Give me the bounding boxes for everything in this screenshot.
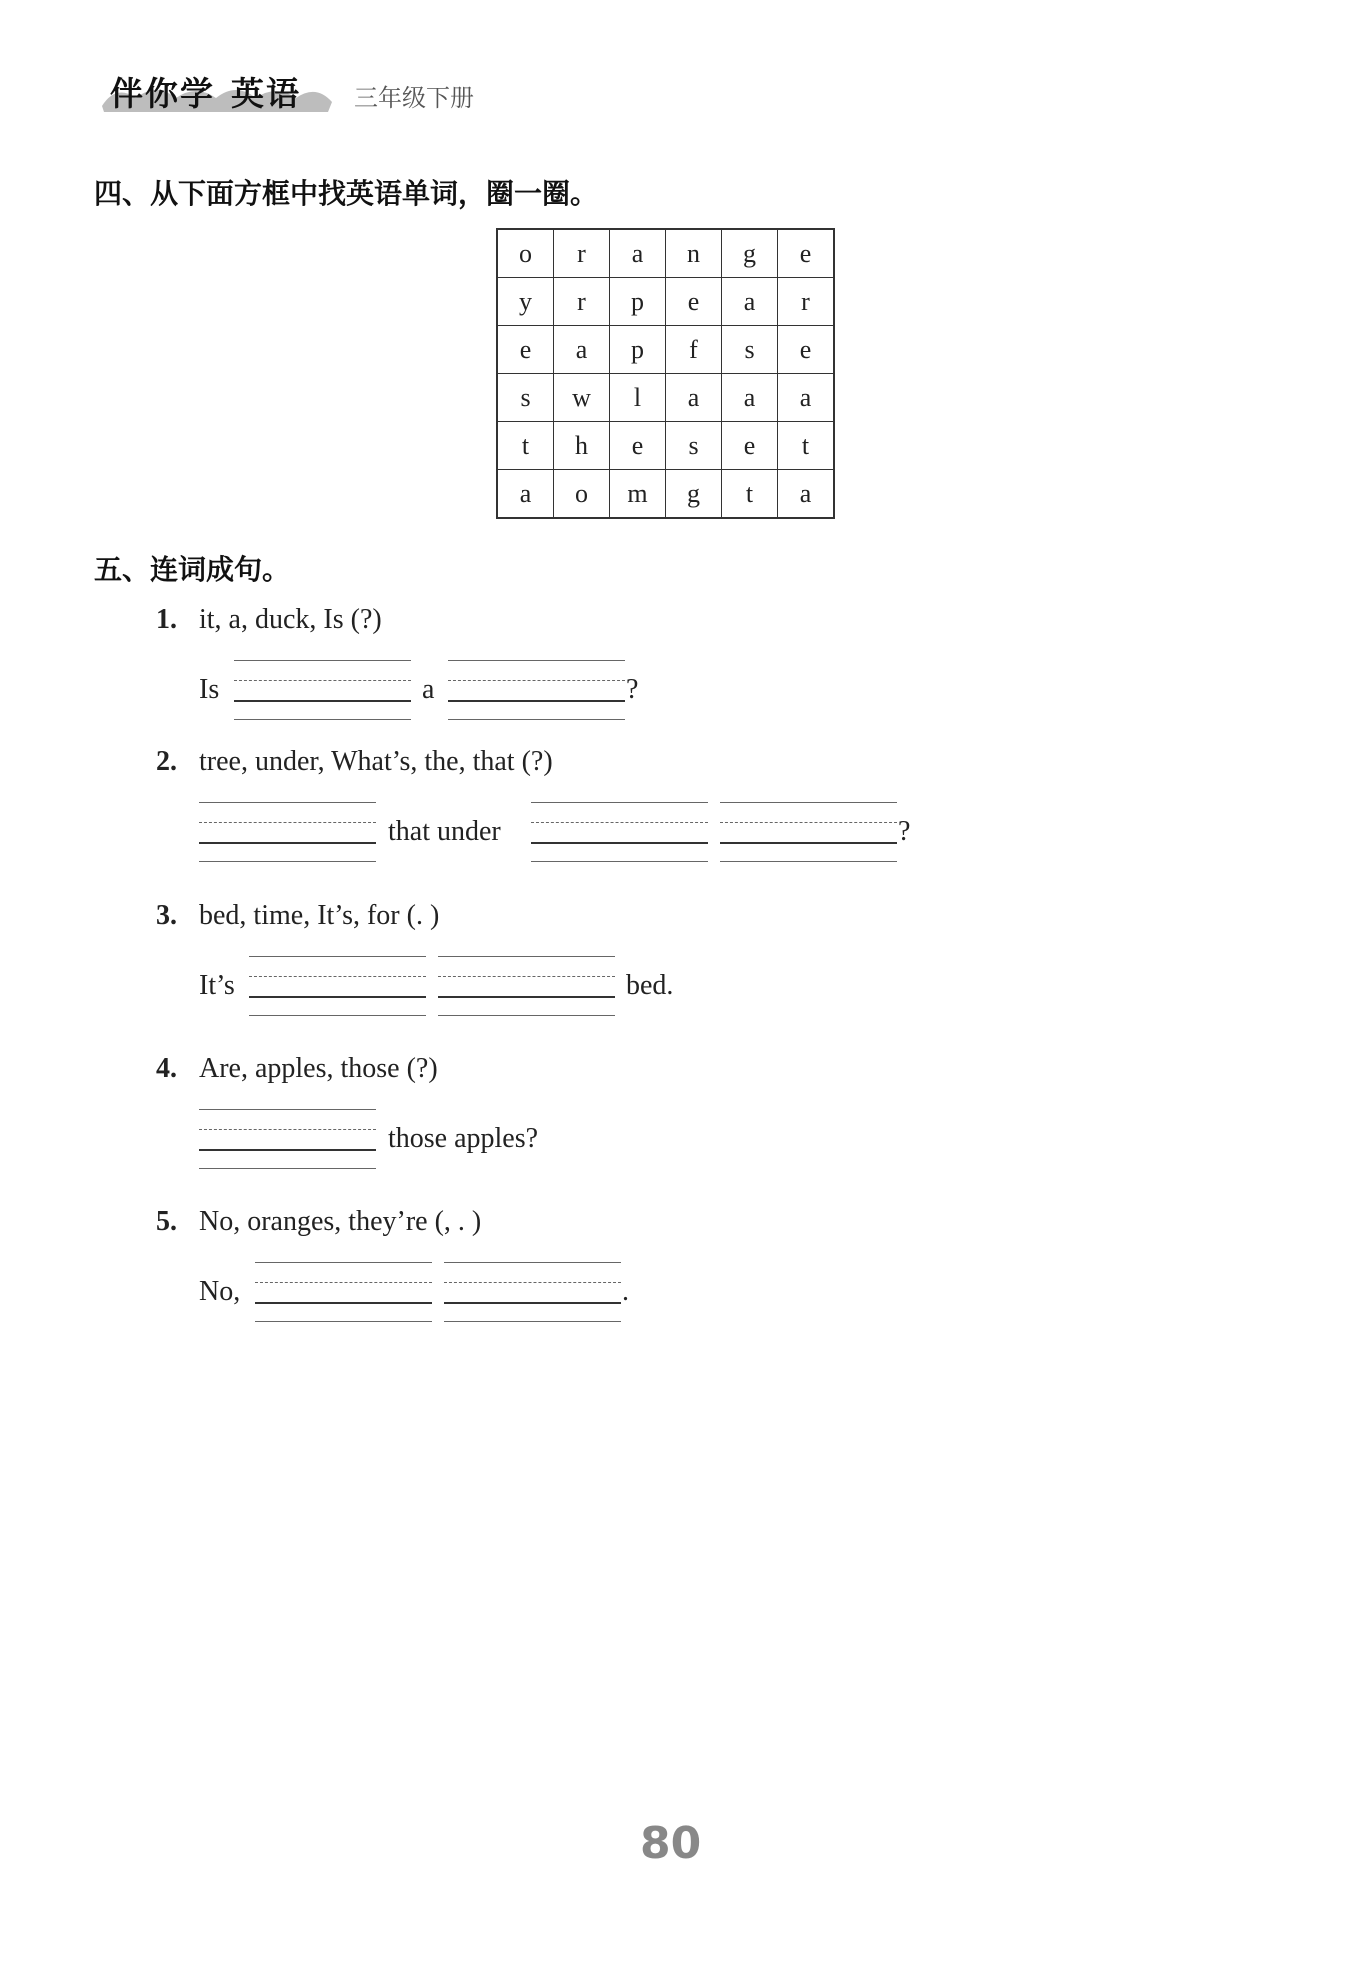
question-5-words: No, oranges, they’re (, . ) — [199, 1206, 482, 1237]
q5-blank-2[interactable] — [444, 1262, 621, 1322]
section-4-title: 四、从下面方框中找英语单词，圈一圈。 — [94, 177, 599, 210]
grid-cell[interactable]: t — [497, 422, 554, 470]
book-title-part1: 伴你学 — [110, 74, 215, 113]
question-2-number: 2. — [156, 746, 177, 777]
q2-blank-2[interactable] — [531, 802, 708, 862]
grid-cell[interactable]: s — [497, 374, 554, 422]
grid-cell[interactable]: p — [610, 326, 666, 374]
question-4-words: Are, apples, those (?) — [199, 1053, 438, 1084]
grid-cell[interactable]: w — [554, 374, 610, 422]
grid-cell[interactable]: l — [610, 374, 666, 422]
grid-cell[interactable]: r — [778, 278, 835, 326]
grid-row — [497, 229, 834, 278]
question-5-number: 5. — [156, 1206, 177, 1237]
grid-cell[interactable]: o — [554, 470, 610, 519]
grid-cell[interactable]: a — [610, 229, 666, 278]
q1-blank-2[interactable] — [448, 660, 625, 720]
grid-cell[interactable]: a — [666, 374, 722, 422]
q1-text-question-mark: ? — [626, 674, 639, 705]
q2-blank-3[interactable] — [720, 802, 897, 862]
question-1-words: it, a, duck, Is (?) — [199, 604, 382, 635]
book-subtitle: 三年级下册 — [354, 84, 474, 112]
page-number: 80 — [640, 1818, 702, 1869]
grid-row — [497, 422, 834, 470]
grid-row — [497, 326, 834, 374]
book-title-part2: 英语 — [231, 74, 301, 113]
grid-row — [497, 278, 834, 326]
grid-cell[interactable]: e — [666, 278, 722, 326]
grid-cell[interactable]: h — [554, 422, 610, 470]
q1-blank-1[interactable] — [234, 660, 411, 720]
grid-cell[interactable]: m — [610, 470, 666, 519]
grid-cell[interactable]: a — [778, 470, 835, 519]
q2-blank-1[interactable] — [199, 802, 376, 862]
question-2-words: tree, under, What’s, the, that (?) — [199, 746, 553, 777]
q1-text-is: Is — [199, 674, 220, 705]
grid-cell[interactable]: a — [497, 470, 554, 519]
grid-cell[interactable]: e — [778, 326, 835, 374]
grid-row — [497, 470, 834, 519]
grid-row — [497, 374, 834, 422]
q5-text-no: No, — [199, 1276, 241, 1307]
q1-text-a: a — [422, 674, 435, 705]
q4-text-those-apples: those apples? — [388, 1123, 539, 1154]
grid-cell[interactable]: a — [554, 326, 610, 374]
grid-cell[interactable]: t — [722, 470, 778, 519]
q5-text-period: . — [622, 1276, 629, 1307]
q3-blank-1[interactable] — [249, 956, 426, 1016]
grid-cell[interactable]: e — [778, 229, 835, 278]
grid-cell[interactable]: o — [497, 229, 554, 278]
q2-text-that-under: that under — [388, 816, 501, 847]
grid-cell[interactable]: r — [554, 229, 610, 278]
q3-blank-2[interactable] — [438, 956, 615, 1016]
question-1-number: 1. — [156, 604, 177, 635]
grid-cell[interactable]: g — [666, 470, 722, 519]
grid-cell[interactable]: f — [666, 326, 722, 374]
question-3-number: 3. — [156, 900, 177, 931]
q3-text-its: It’s — [199, 970, 235, 1001]
grid-cell[interactable]: y — [497, 278, 554, 326]
q2-text-question-mark: ? — [898, 816, 911, 847]
q4-blank-1[interactable] — [199, 1109, 376, 1169]
grid-cell[interactable]: a — [722, 278, 778, 326]
question-4-number: 4. — [156, 1053, 177, 1084]
q3-text-bed: bed. — [626, 970, 674, 1001]
grid-cell[interactable]: s — [666, 422, 722, 470]
grid-cell[interactable]: e — [722, 422, 778, 470]
grid-cell[interactable]: a — [722, 374, 778, 422]
grid-cell[interactable]: a — [778, 374, 835, 422]
grid-cell[interactable]: r — [554, 278, 610, 326]
grid-cell[interactable]: t — [778, 422, 835, 470]
grid-cell[interactable]: e — [497, 326, 554, 374]
grid-cell[interactable]: s — [722, 326, 778, 374]
word-search-grid — [496, 228, 835, 519]
book-title — [110, 68, 301, 115]
grid-cell[interactable]: p — [610, 278, 666, 326]
section-5-title: 五、连词成句。 — [94, 553, 291, 586]
question-3-words: bed, time, It’s, for (. ) — [199, 900, 440, 931]
grid-cell[interactable]: n — [666, 229, 722, 278]
grid-cell[interactable]: e — [610, 422, 666, 470]
q5-blank-1[interactable] — [255, 1262, 432, 1322]
grid-cell[interactable]: g — [722, 229, 778, 278]
